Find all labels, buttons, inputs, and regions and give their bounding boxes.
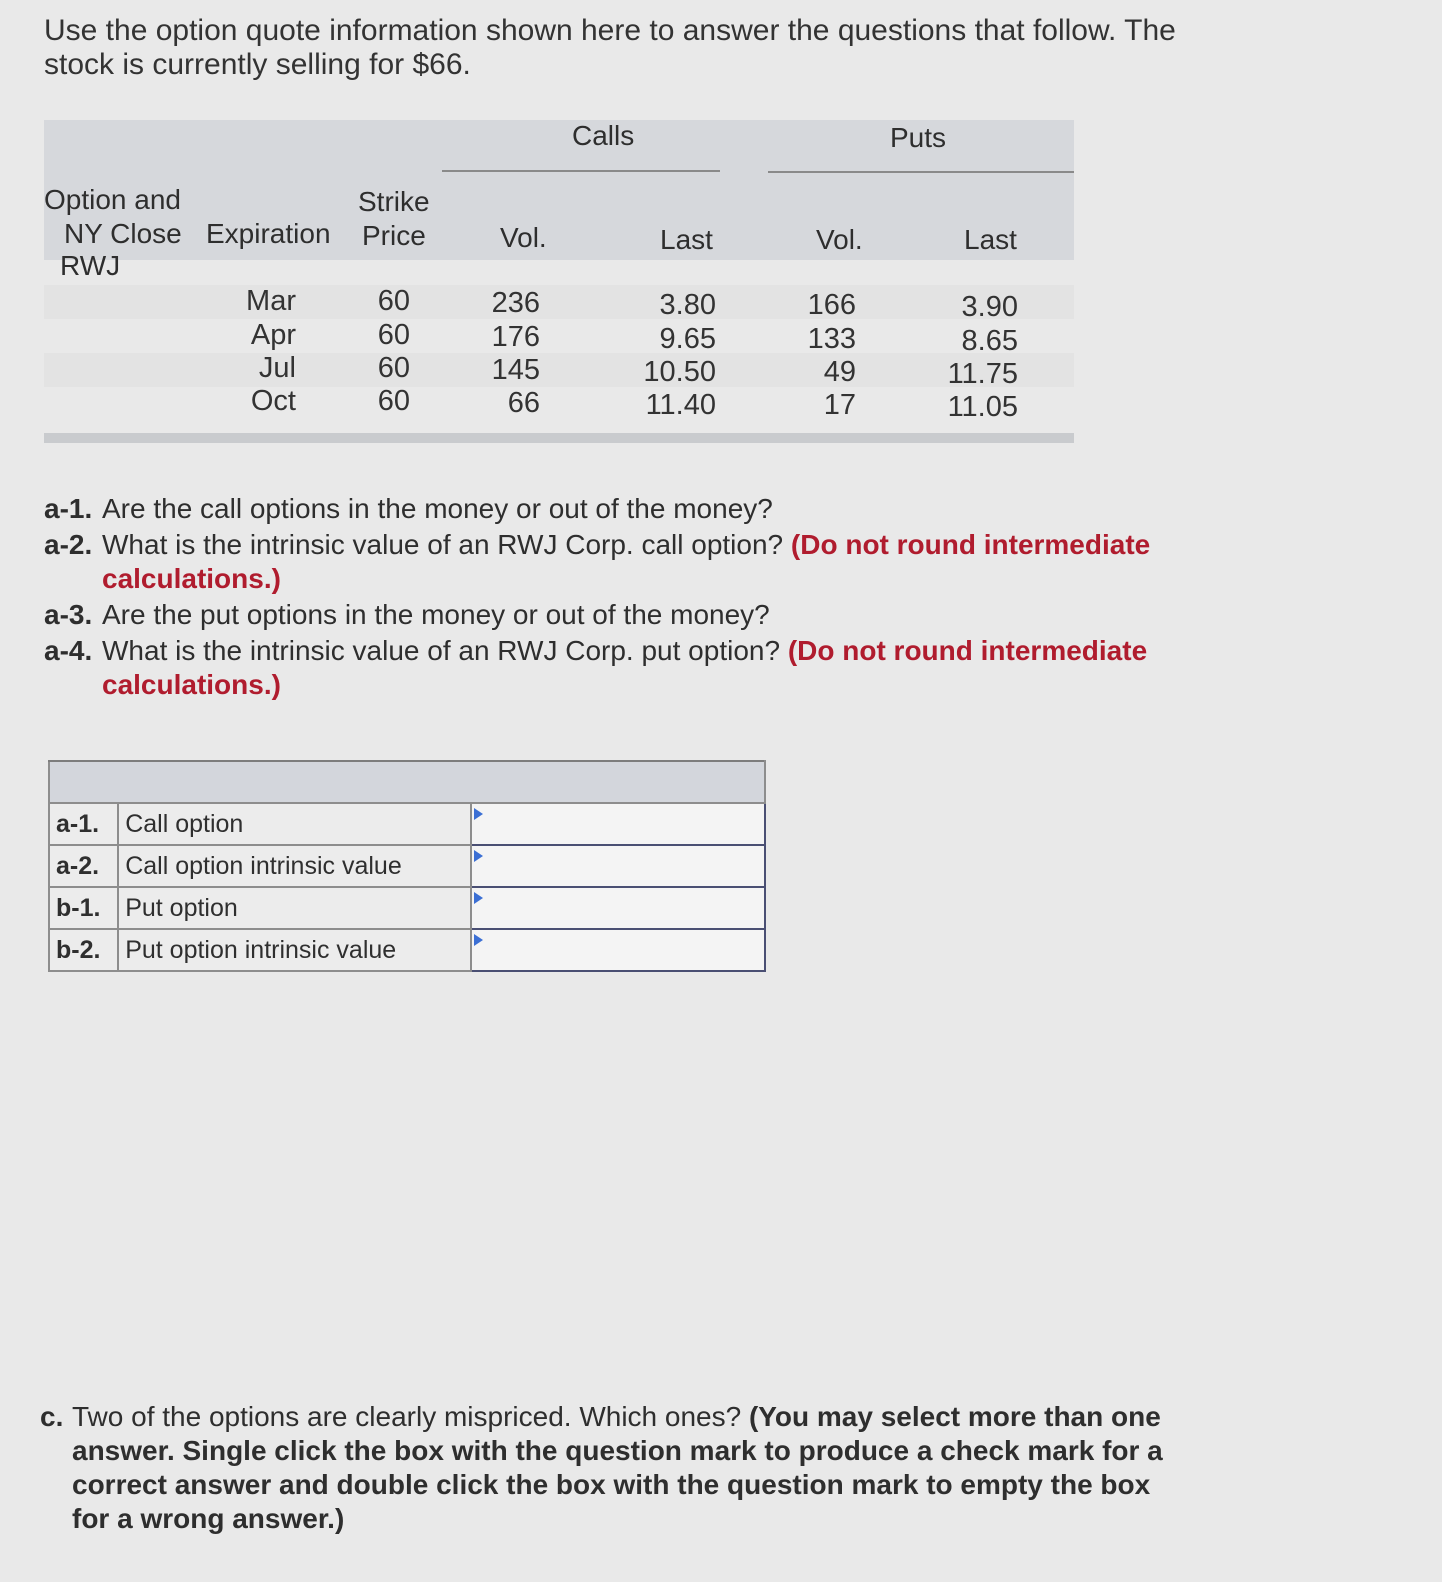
cell-expiration: Jul	[258, 352, 296, 384]
col-option-line1: Option and	[44, 184, 181, 215]
answer-table-header	[49, 761, 765, 803]
ticker: RWJ	[60, 250, 121, 281]
cell-call-last: 3.80	[659, 289, 716, 321]
answer-row-label: b-1.	[49, 887, 118, 929]
col-strike-line2: Price	[362, 220, 426, 251]
call-option-dropdown[interactable]	[471, 803, 765, 845]
cell-call-vol: 66	[507, 387, 540, 419]
question-label: a-2.	[44, 529, 93, 560]
answer-row-label: a-1.	[49, 803, 118, 845]
question-note: (Do not round intermediate calculations.)	[102, 635, 1148, 700]
answer-row-text: Put option	[118, 887, 471, 929]
cell-call-vol: 145	[491, 354, 540, 386]
cell-expiration: Mar	[246, 285, 296, 317]
cell-put-vol: 17	[823, 389, 856, 421]
question-note: (Do not round intermediate calculations.)	[102, 529, 1151, 594]
question-a3	[44, 598, 1244, 632]
cell-strike: 60	[377, 352, 410, 384]
input-marker-icon	[474, 934, 483, 946]
answer-row-label: a-2.	[49, 845, 118, 887]
cell-put-vol: 49	[823, 356, 856, 388]
col-puts-last: Last	[964, 224, 1017, 255]
col-puts-vol: Vol.	[816, 224, 863, 255]
question-label: a-1.	[44, 493, 93, 524]
answer-table	[48, 760, 766, 972]
cell-put-last: 11.75	[947, 358, 1018, 390]
calls-rule	[442, 170, 720, 172]
input-marker-icon	[474, 850, 483, 862]
col-option-line2: NY Close	[64, 218, 182, 249]
question-text: Are the call options in the money or out of the money?	[102, 493, 773, 524]
cell-expiration: Oct	[250, 385, 296, 417]
cell-put-last: 3.90	[961, 291, 1018, 323]
option-quote-table	[44, 120, 1074, 460]
cell-put-last: 11.05	[947, 391, 1018, 423]
col-strike-line1: Strike	[358, 186, 430, 217]
intro-line-1: Use the option quote information shown here to answer the questions that follow. The	[44, 14, 1176, 47]
question-text: What is the intrinsic value of an RWJ Corp. put option?	[102, 635, 781, 666]
answer-header-cell	[49, 761, 765, 803]
question-label: c.	[40, 1401, 64, 1432]
cell-put-vol: 166	[807, 289, 856, 321]
cell-call-vol: 236	[491, 287, 540, 319]
cell-put-vol: 133	[807, 323, 856, 355]
answer-row-label: b-2.	[49, 929, 118, 971]
question-a4	[44, 634, 1244, 702]
call-intrinsic-value-input[interactable]	[471, 845, 765, 887]
question-text: Are the put options in the money or out of the money?	[102, 599, 770, 630]
question-a2	[44, 528, 1244, 596]
cell-strike: 60	[377, 319, 410, 351]
cell-strike: 60	[377, 385, 410, 417]
answer-row	[49, 887, 765, 929]
question-label: a-3.	[44, 599, 93, 630]
put-option-dropdown[interactable]	[471, 887, 765, 929]
answer-row	[49, 929, 765, 971]
question-a1	[44, 492, 1244, 526]
question-c	[40, 1400, 1180, 1536]
answer-row-text: Call option	[118, 803, 471, 845]
questions	[44, 492, 1244, 702]
col-calls-vol: Vol.	[500, 222, 547, 253]
question-note: (You may select more than one answer. Single click the box with the question mark to produce a check mark for a correct answer and double click the box with the question mark to empty the box for a wrong answer.)	[72, 1401, 1163, 1534]
cell-expiration: Apr	[250, 319, 296, 351]
intro-text	[44, 14, 1244, 82]
cell-strike: 60	[377, 285, 410, 317]
intro-line-2: stock is currently selling for $66.	[44, 48, 471, 81]
question-text: What is the intrinsic value of an RWJ Corp. call option?	[102, 529, 784, 560]
col-expiration: Expiration	[206, 218, 331, 249]
cell-call-vol: 176	[491, 321, 540, 353]
question-text: Two of the options are clearly mispriced. Which ones?	[72, 1401, 742, 1432]
cell-call-last: 9.65	[659, 323, 716, 355]
question-label: a-4.	[44, 635, 93, 666]
dropdown-marker-icon	[474, 808, 483, 820]
calls-header: Calls	[572, 120, 635, 151]
cell-call-last: 10.50	[643, 356, 716, 388]
answer-row	[49, 845, 765, 887]
cell-put-last: 8.65	[961, 325, 1018, 357]
answer-row-text: Call option intrinsic value	[118, 845, 471, 887]
put-intrinsic-value-input[interactable]	[471, 929, 765, 971]
answer-row	[49, 803, 765, 845]
col-calls-last: Last	[660, 224, 713, 255]
table-bottom-bar	[44, 433, 1074, 443]
puts-header: Puts	[890, 122, 947, 153]
cell-call-last: 11.40	[645, 389, 716, 421]
puts-rule	[768, 171, 1074, 173]
dropdown-marker-icon	[474, 892, 483, 904]
answer-row-text: Put option intrinsic value	[118, 929, 471, 971]
